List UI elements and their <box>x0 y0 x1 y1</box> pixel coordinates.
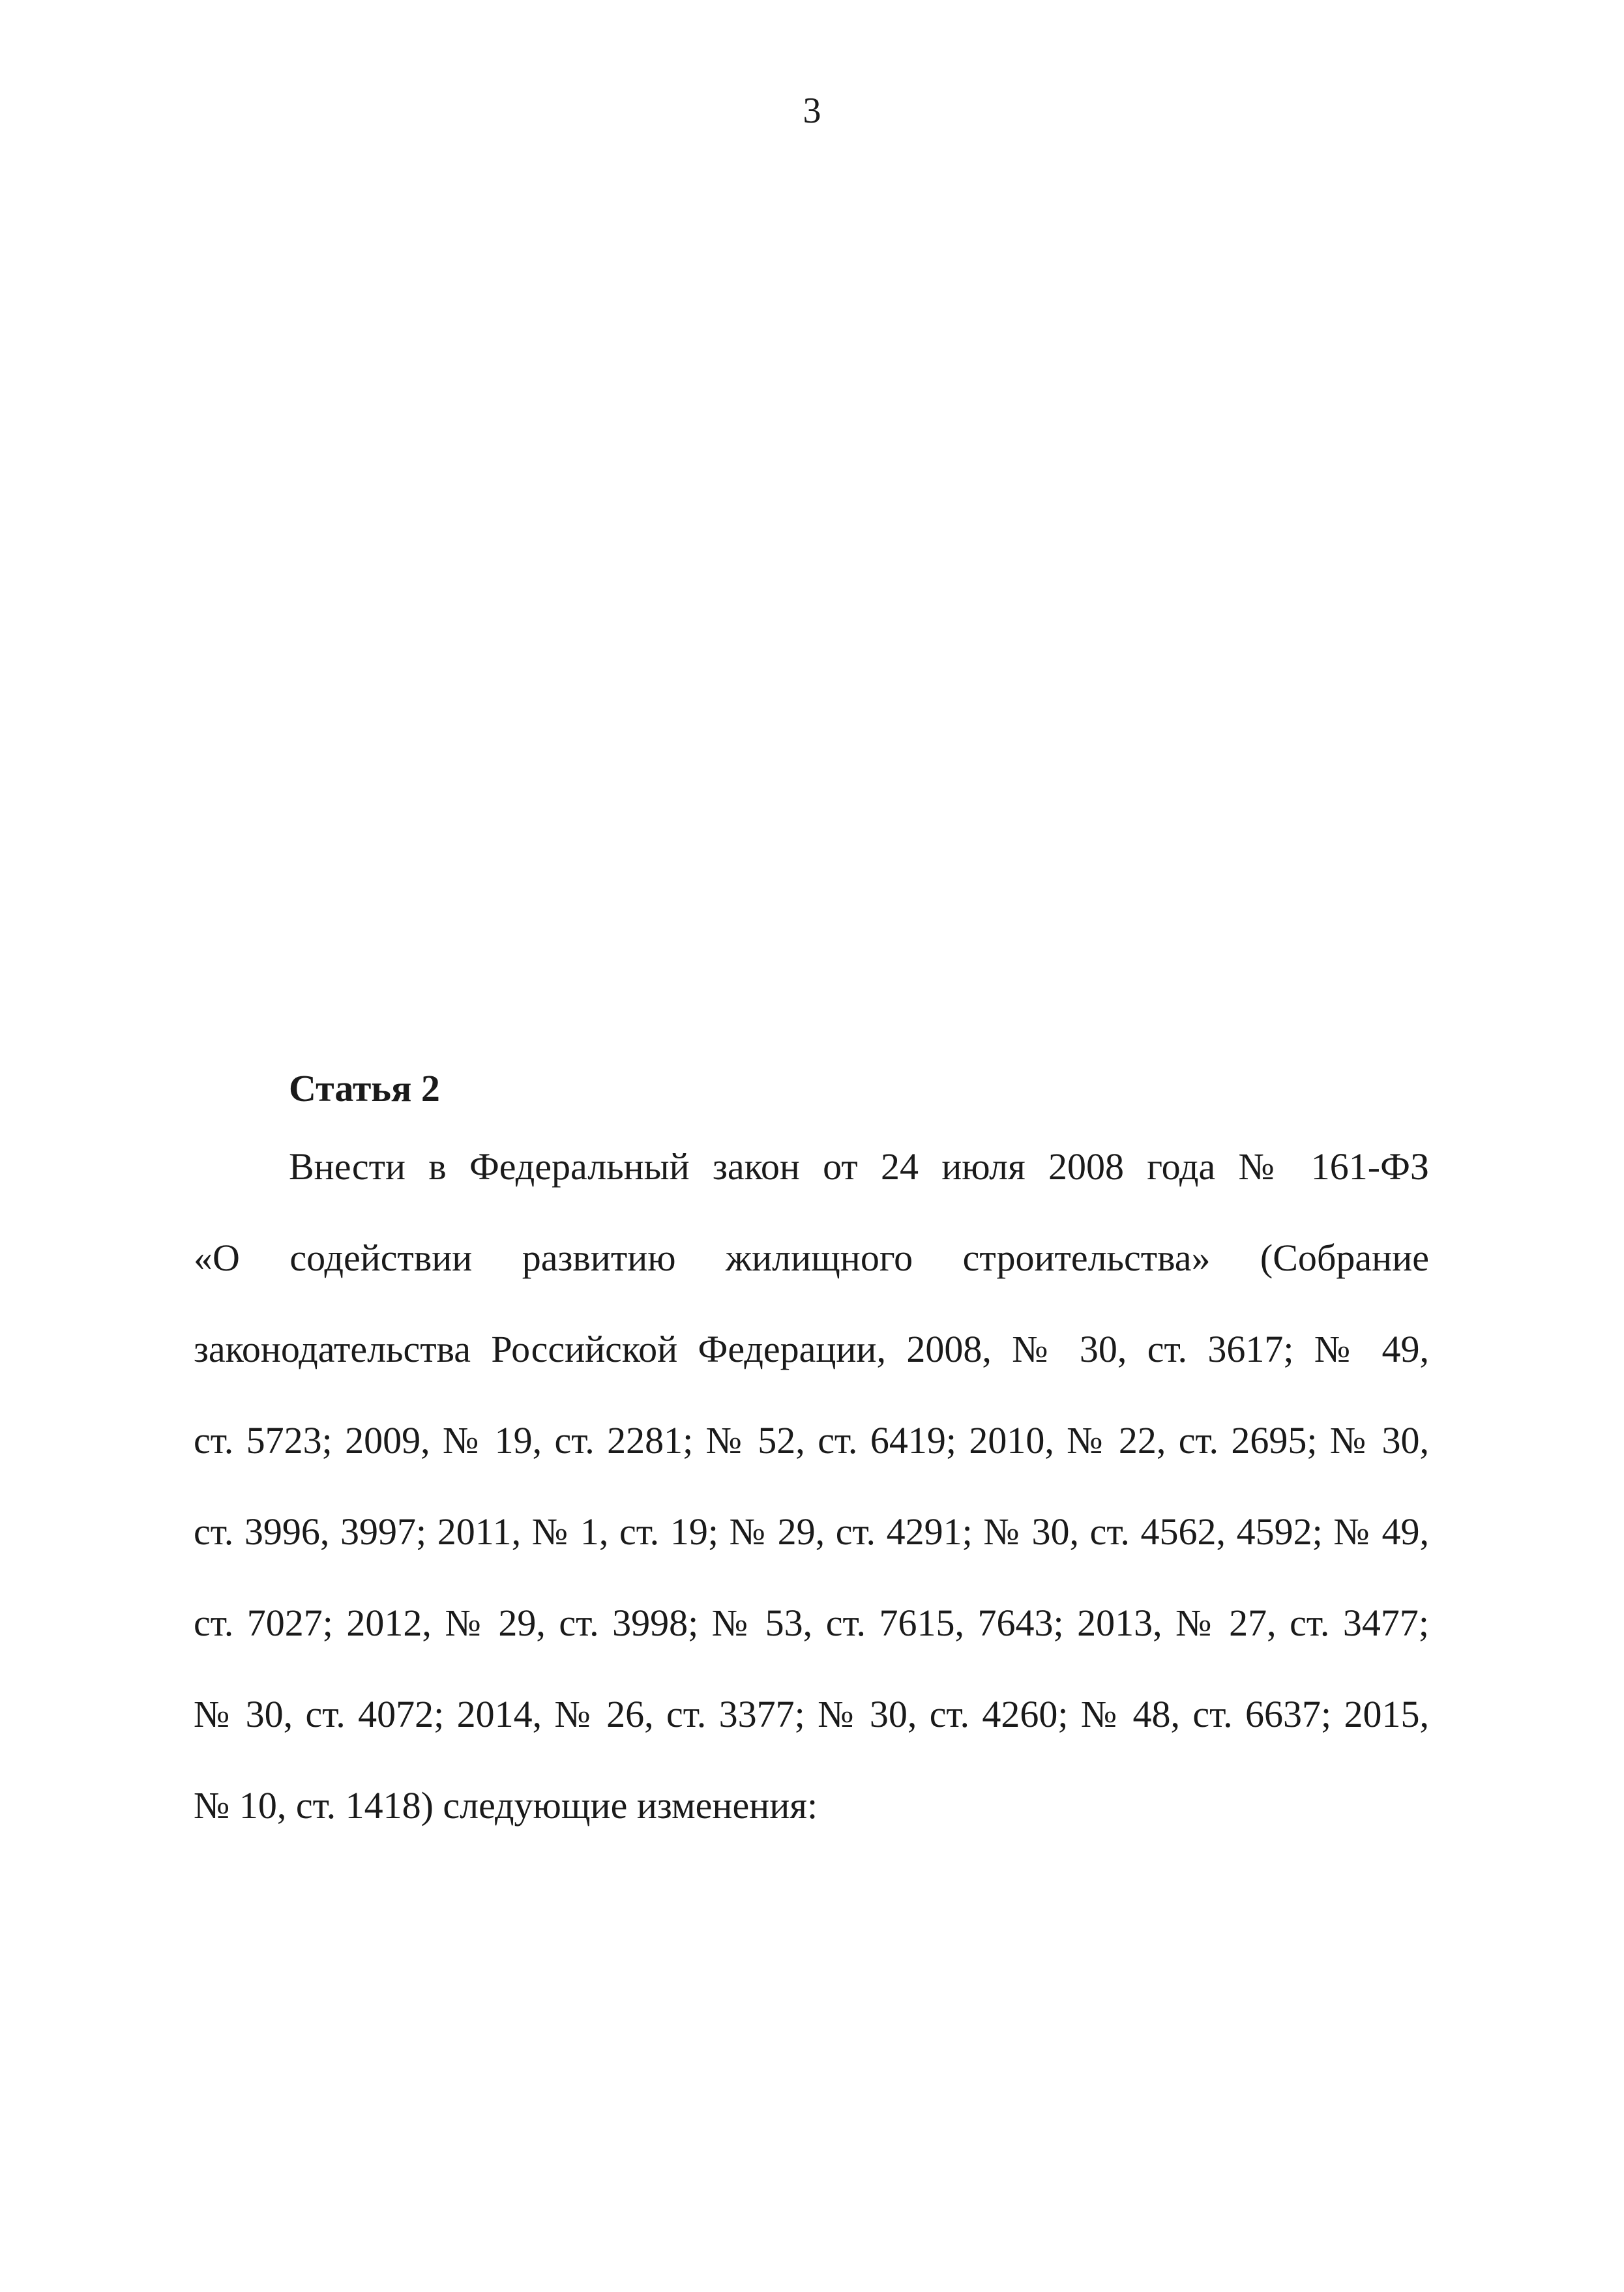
paragraph-line: законодательства Российской Федерации, 2008, № 30, ст. 3617; № 49, <box>194 1328 1429 1370</box>
paragraph-line: «О содействии развитию жилищного строительства» (Собрание <box>194 1237 1429 1279</box>
paragraph-line: № 30, ст. 4072; 2014, № 26, ст. 3377; № 30, ст. 4260; № 48, ст. 6637; 2015, <box>194 1693 1429 1735</box>
paragraph-line: Внести в Федеральный закон от 24 июля 2008 года № 161-ФЗ <box>289 1145 1429 1188</box>
paragraph-line: ст. 3996, 3997; 2011, № 1, ст. 19; № 29, ст. 4291; № 30, ст. 4562, 4592; № 49, <box>194 1510 1429 1553</box>
article-heading: Статья 2 <box>289 1067 440 1109</box>
page-number: 3 <box>803 91 821 131</box>
article-paragraph <box>194 1141 1429 1871</box>
paragraph-line: ст. 5723; 2009, № 19, ст. 2281; № 52, ст. 6419; 2010, № 22, ст. 2695; № 30, <box>194 1419 1429 1462</box>
paragraph-line: ст. 7027; 2012, № 29, ст. 3998; № 53, ст. 7615, 7643; 2013, № 27, ст. 3477; <box>194 1602 1429 1644</box>
paragraph-line: № 10, ст. 1418) следующие изменения: <box>194 1784 818 1827</box>
